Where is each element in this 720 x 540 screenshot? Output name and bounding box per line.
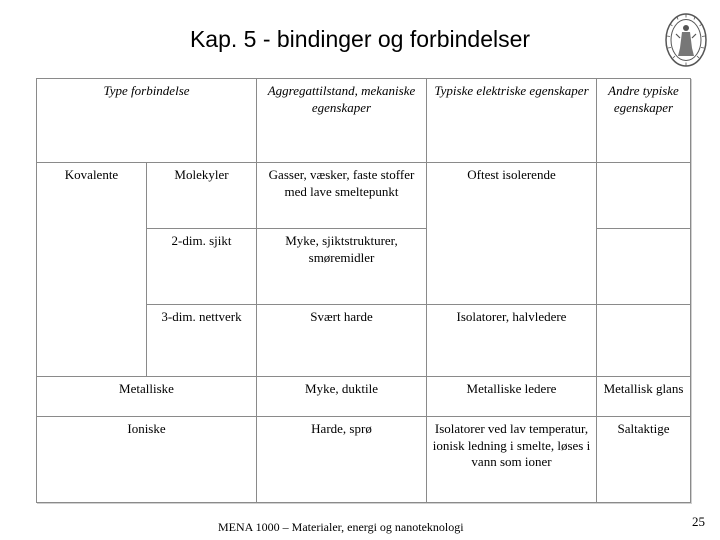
table-header-row bbox=[37, 79, 691, 163]
other-cell: Metallisk glans bbox=[597, 377, 691, 417]
other-cell bbox=[597, 229, 691, 305]
header-electrical: Typiske elektriske egenskaper bbox=[427, 79, 597, 163]
ionic-label: Ioniske bbox=[37, 417, 257, 503]
slide-title: Kap. 5 - bindinger og forbindelser bbox=[189, 26, 531, 52]
aggregate-cell: Myke, sjiktstrukturer, smøremidler bbox=[257, 229, 427, 305]
table-row bbox=[37, 417, 691, 503]
header-other: Andre typiske egenskaper bbox=[597, 79, 691, 163]
metallic-label: Metalliske bbox=[37, 377, 257, 417]
other-cell: Saltaktige bbox=[597, 417, 691, 503]
other-cell bbox=[597, 305, 691, 377]
covalent-subtype: Molekyler bbox=[147, 163, 257, 229]
slide-footer: MENA 1000 – Materialer, energi og nanoteknologi bbox=[218, 520, 464, 534]
header-type: Type forbindelse bbox=[37, 79, 257, 163]
electrical-cell: Isolatorer ved lav temperatur, ionisk ledning i smelte, løses i vann som ioner bbox=[427, 417, 597, 503]
electrical-cell: Metalliske ledere bbox=[427, 377, 597, 417]
covalent-subtype: 3-dim. nettverk bbox=[147, 305, 257, 377]
table-row bbox=[37, 163, 691, 229]
bond-types-table bbox=[36, 78, 691, 503]
university-seal-icon bbox=[664, 12, 708, 68]
page-number: 25 bbox=[692, 514, 705, 529]
electrical-cell: Oftest isolerende bbox=[427, 163, 597, 229]
aggregate-cell: Harde, sprø bbox=[257, 417, 427, 503]
electrical-cell bbox=[427, 229, 597, 305]
aggregate-cell: Svært harde bbox=[257, 305, 427, 377]
covalent-subtype: 2-dim. sjikt bbox=[147, 229, 257, 305]
header-aggregate: Aggregattilstand, mekaniske egenskaper bbox=[257, 79, 427, 163]
other-cell bbox=[597, 163, 691, 229]
covalent-label: Kovalente bbox=[37, 163, 147, 377]
electrical-cell: Isolatorer, halvledere bbox=[427, 305, 597, 377]
aggregate-cell: Myke, duktile bbox=[257, 377, 427, 417]
aggregate-cell: Gasser, væsker, faste stoffer med lave smeltepunkt bbox=[257, 163, 427, 229]
table-row bbox=[37, 377, 691, 417]
